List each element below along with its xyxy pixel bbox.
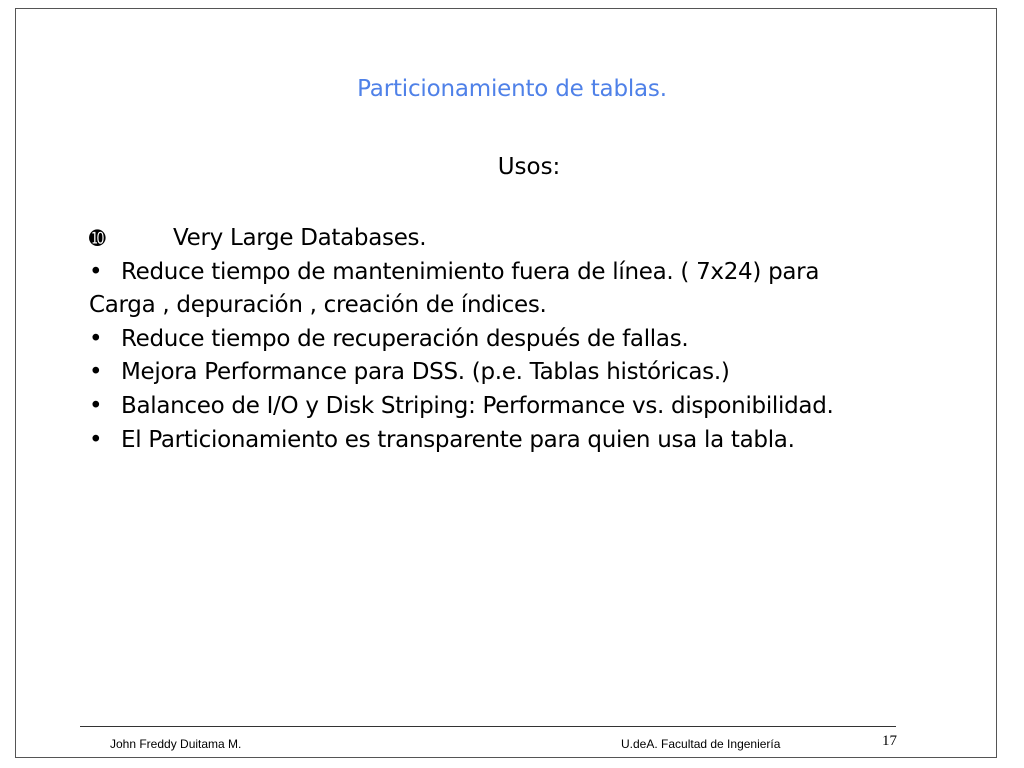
bullet-icon: • xyxy=(89,392,103,419)
list-item xyxy=(89,323,969,357)
list-item xyxy=(89,222,969,256)
list-item xyxy=(89,356,969,390)
list-item-text: El Particionamiento es transparente para quien usa la tabla. xyxy=(121,426,795,453)
list-item-text: Very Large Databases. xyxy=(173,225,427,251)
footer-author: John Freddy Duitama M. xyxy=(110,737,242,751)
list-item-text: Reduce tiempo de recuperación después de fallas. xyxy=(121,325,689,352)
bullet-icon: • xyxy=(89,359,103,386)
list-item xyxy=(89,424,969,458)
slide-title: Particionamiento de tablas. xyxy=(357,76,667,102)
slide-body xyxy=(89,222,969,457)
slide-subtitle: Usos: xyxy=(497,154,561,180)
list-item xyxy=(89,390,969,424)
bullet-icon: • xyxy=(89,258,103,285)
footer-institution: U.deA. Facultad de Ingeniería xyxy=(621,737,781,751)
bullet-icon: • xyxy=(89,325,103,352)
list-item-text: Reduce tiempo de mantenimiento fuera de línea. ( 7x24) para xyxy=(121,258,820,285)
footer-divider xyxy=(80,726,896,727)
list-item xyxy=(89,256,969,290)
page-number: 17 xyxy=(882,733,897,749)
number-ten-icon: ➓ xyxy=(89,226,106,250)
list-item-text: Mejora Performance para DSS. (p.e. Tablas históricas.) xyxy=(121,359,730,386)
bullet-icon: • xyxy=(89,426,103,453)
list-item-continuation xyxy=(89,289,969,323)
list-item-text: Carga , depuración , creación de índices. xyxy=(89,292,547,319)
list-item-text: Balanceo de I/O y Disk Striping: Performance vs. disponibilidad. xyxy=(121,392,834,419)
